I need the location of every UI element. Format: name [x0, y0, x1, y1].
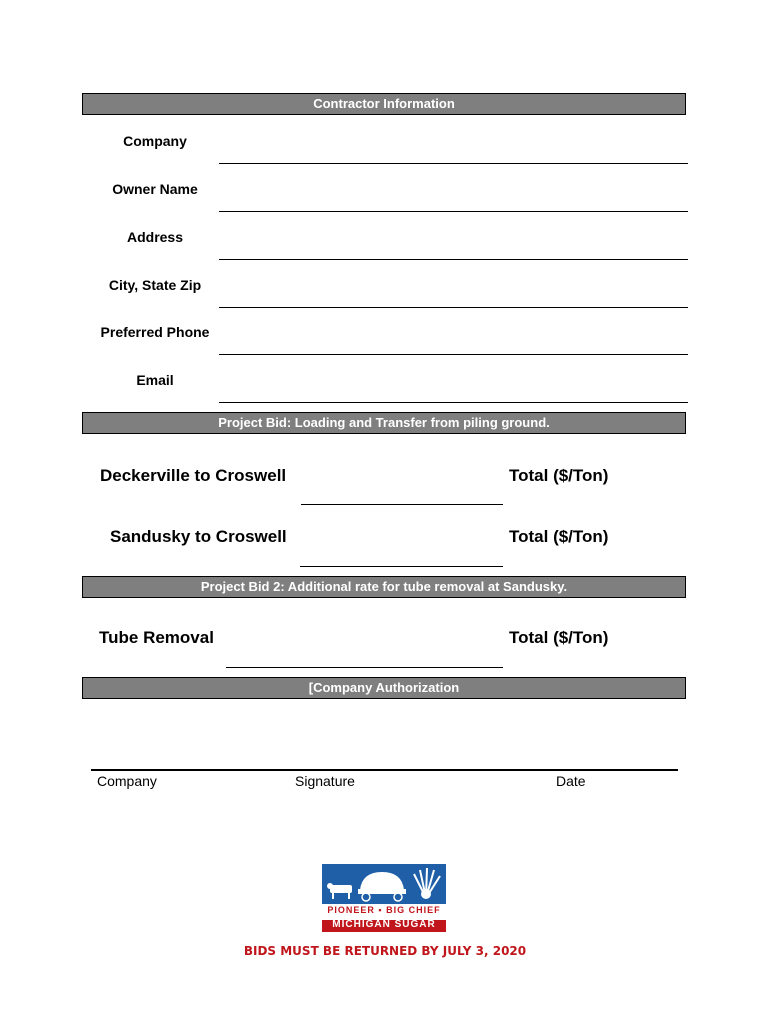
total-label-deckerville: Total ($/Ton)	[509, 466, 609, 485]
signature-company-label: Company	[97, 773, 157, 789]
item-label-tube-removal: Tube Removal	[99, 628, 214, 647]
field-label-address: Address	[126, 229, 184, 245]
bid-deadline-notice: BIDS MUST BE RETURNED BY JULY 3, 2020	[243, 944, 527, 958]
total-label-sandusky: Total ($/Ton)	[509, 527, 609, 546]
route-label-deckerville: Deckerville to Croswell	[100, 466, 287, 485]
owner-name-input-line[interactable]	[219, 211, 688, 212]
field-label-email: Email	[136, 372, 174, 388]
section-header-contractor: Contractor Information	[82, 93, 686, 115]
company-input-line[interactable]	[219, 163, 688, 164]
email-input-line[interactable]	[219, 402, 688, 403]
field-label-city-state-zip: City, State Zip	[108, 277, 202, 293]
field-label-company: Company	[123, 133, 187, 149]
signature-line[interactable]	[91, 769, 678, 771]
michigan-sugar-logo	[322, 864, 446, 932]
logo-line1-text: PIONEER • BIG CHIEF	[327, 905, 441, 915]
section-header-bid1: Project Bid: Loading and Transfer from piling ground.	[82, 412, 686, 434]
field-label-preferred-phone: Preferred Phone	[100, 324, 210, 340]
address-input-line[interactable]	[219, 259, 688, 260]
section-header-bid2: Project Bid 2: Additional rate for tube removal at Sandusky.	[82, 576, 686, 598]
section-header-authorization: [Company Authorization	[82, 677, 686, 699]
signature-label: Signature	[295, 773, 355, 789]
city-state-zip-input-line[interactable]	[219, 307, 688, 308]
preferred-phone-input-line[interactable]	[219, 354, 688, 355]
route-label-sandusky: Sandusky to Croswell	[110, 527, 287, 546]
total-label-tube-removal: Total ($/Ton)	[509, 628, 609, 647]
deckerville-total-input-line[interactable]	[301, 504, 503, 505]
sandusky-total-input-line[interactable]	[300, 566, 503, 567]
logo-line2-text: MICHIGAN SUGAR	[332, 919, 436, 930]
field-label-owner-name: Owner Name	[112, 181, 198, 197]
tube-removal-total-input-line[interactable]	[226, 667, 503, 668]
signature-date-label: Date	[556, 773, 586, 789]
